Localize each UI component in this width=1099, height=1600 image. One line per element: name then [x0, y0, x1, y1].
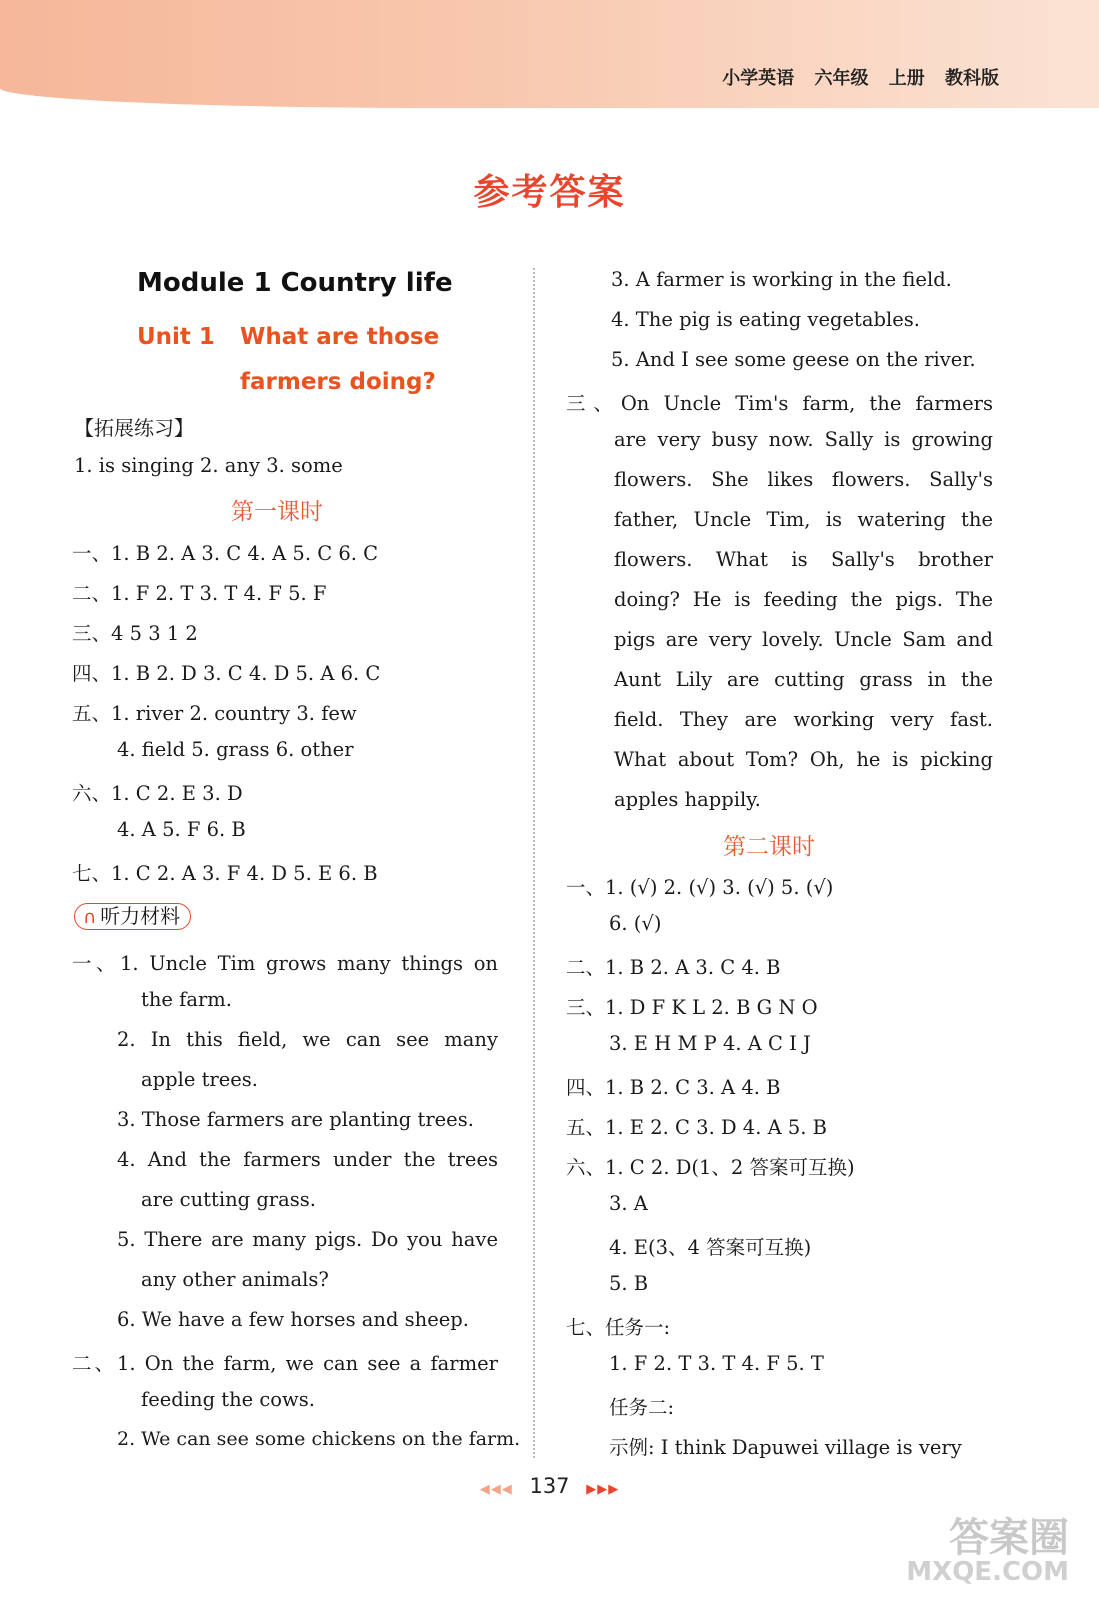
answer-line: 二、1. B 2. A 3. C 4. B: [566, 956, 781, 979]
listening-label-box: [74, 903, 191, 930]
watermark: [906, 1514, 1069, 1587]
passage-line: apples happily.: [614, 788, 761, 811]
passage-line: field. They are working very fast.: [614, 708, 993, 731]
page-footer: [0, 1474, 1099, 1498]
answer-line: 6. (√): [609, 912, 662, 935]
listening-line: are cutting grass.: [141, 1188, 316, 1211]
answer-line: 4. A 5. F 6. B: [117, 818, 246, 841]
answer-line: 3. E H M P 4. A C I J: [609, 1032, 811, 1055]
answer-line: 4. field 5. grass 6. other: [117, 738, 354, 761]
answer-line: 5. B: [609, 1272, 649, 1295]
listening-line: 4. And the farmers under the trees: [117, 1148, 498, 1171]
answer-line: 六、1. C 2. E 3. D: [72, 782, 243, 805]
answer-line: 五、1. E 2. C 3. D 4. A 5. B: [566, 1116, 828, 1139]
header-banner: [0, 0, 1099, 108]
answer-line: 二、1. F 2. T 3. T 4. F 5. F: [72, 582, 327, 605]
passage-line: What about Tom? Oh, he is picking: [614, 748, 993, 771]
page-title: 参考答案: [473, 172, 626, 213]
watermark-line2: MXQE.COM: [906, 1556, 1069, 1587]
unit-title-line2: farmers doing?: [240, 369, 436, 395]
passage-line: Aunt Lily are cutting grass in the: [614, 668, 993, 691]
answer-line: 一、1. (√) 2. (√) 3. (√) 5. (√): [566, 876, 834, 899]
passage-line: flowers. She likes flowers. Sally's: [614, 468, 993, 491]
listening-line: 6. We have a few horses and sheep.: [117, 1308, 469, 1331]
answer-line: 四、1. B 2. D 3. C 4. D 5. A 6. C: [72, 662, 381, 685]
answer-line: 四、1. B 2. C 3. A 4. B: [566, 1076, 781, 1099]
listening-line: apple trees.: [141, 1068, 259, 1091]
listening-line: 5. There are many pigs. Do you have: [117, 1228, 498, 1251]
answer-line: 七、1. C 2. A 3. F 4. D 5. E 6. B: [72, 862, 378, 885]
answer-line: 一、1. B 2. A 3. C 4. A 5. C 6. C: [72, 542, 379, 565]
listening-line: any other animals?: [141, 1268, 329, 1291]
column-divider: [533, 268, 535, 1458]
answer-line: 七、任务一:: [566, 1316, 671, 1339]
passage-line: father, Uncle Tim, is watering the: [614, 508, 993, 531]
passage-line: 三、On Uncle Tim's farm, the farmers: [566, 392, 993, 415]
extension-label: 【拓展练习】: [74, 416, 194, 440]
answer-line: 3. A: [609, 1192, 648, 1215]
listening-line: 3. A farmer is working in the field.: [611, 268, 952, 291]
listening-line: 2. In this field, we can see many: [117, 1028, 498, 1051]
extension-answers: 1. is singing 2. any 3. some: [74, 454, 343, 477]
listening-line: the farm.: [141, 988, 232, 1011]
answer-line: 示例: I think Dapuwei village is very: [609, 1436, 962, 1459]
listening-line: 二、1. On the farm, we can see a farmer: [72, 1352, 498, 1375]
answer-line: 三、4 5 3 1 2: [72, 622, 198, 645]
answer-line: 三、1. D F K L 2. B G N O: [566, 996, 818, 1019]
passage-line: doing? He is feeding the pigs. The: [614, 588, 993, 611]
watermark-line1: 答案圈: [949, 1514, 1069, 1561]
listening-line: 2. We can see some chickens on the farm.: [117, 1428, 521, 1450]
listening-label: 听力材料: [100, 904, 181, 928]
listening-line: 5. And I see some geese on the river.: [611, 348, 976, 371]
answer-line: 1. F 2. T 3. T 4. F 5. T: [609, 1352, 824, 1375]
headphones-icon: ∩: [83, 907, 97, 928]
passage-line: pigs are very lovely. Uncle Sam and: [614, 628, 993, 651]
answer-line: 五、1. river 2. country 3. few: [72, 702, 357, 725]
passage-line: flowers. What is Sally's brother: [614, 548, 993, 571]
module-heading: Module 1 Country life: [137, 268, 453, 298]
answer-line: 4. E(3、4 答案可互换): [609, 1236, 812, 1259]
listening-line: 一、1. Uncle Tim grows many things on: [72, 952, 498, 975]
next-arrows-icon: ▶▶▶: [586, 1482, 620, 1497]
listening-line: 3. Those farmers are planting trees.: [117, 1108, 474, 1131]
listening-badge: [74, 900, 191, 929]
unit-label: Unit 1: [137, 324, 215, 350]
page-number: 137: [529, 1474, 570, 1498]
passage-line: are very busy now. Sally is growing: [614, 428, 993, 451]
lesson-1-heading: 第一课时: [231, 499, 323, 525]
unit-title-line1: What are those: [240, 324, 440, 350]
lesson-2-heading: 第二课时: [723, 834, 815, 860]
listening-line: feeding the cows.: [141, 1388, 315, 1411]
answer-line: 任务二:: [609, 1396, 675, 1419]
book-info: 小学英语 六年级 上册 教科版: [722, 68, 999, 89]
listening-line: 4. The pig is eating vegetables.: [611, 308, 920, 331]
prev-arrows-icon: ◀◀◀: [479, 1482, 513, 1497]
answer-line: 六、1. C 2. D(1、2 答案可互换): [566, 1156, 855, 1179]
